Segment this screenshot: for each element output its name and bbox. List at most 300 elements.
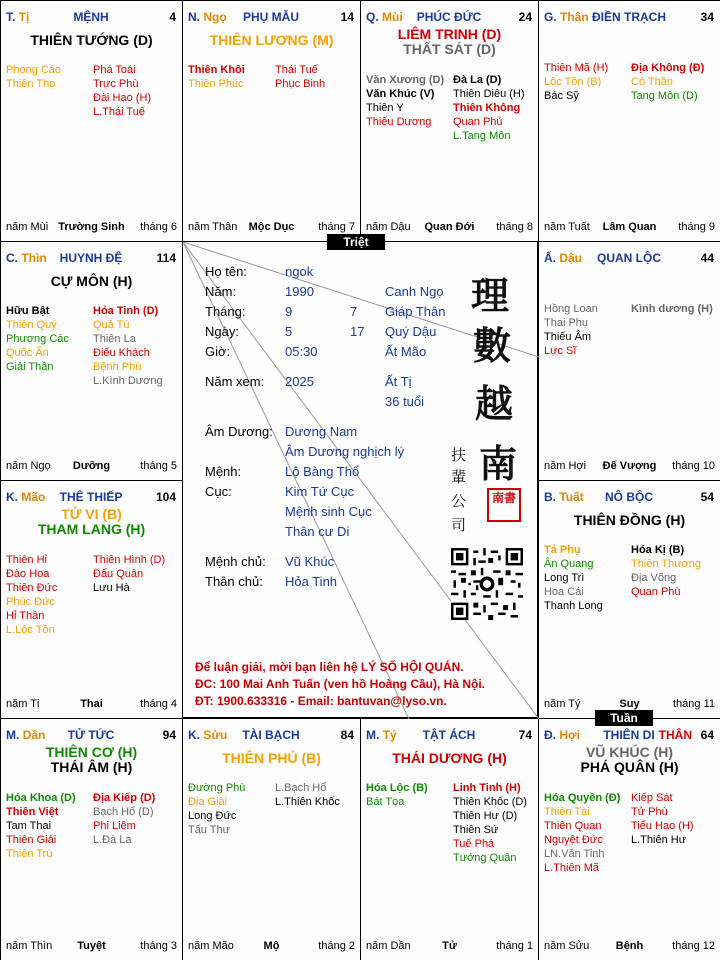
minor-star: Địa Võng — [631, 572, 677, 584]
branch-name: Ngọ — [203, 10, 227, 24]
cuc-value: Kim Tứ Cục — [285, 484, 355, 499]
main-stars — [539, 513, 720, 528]
branch-stem: B. — [544, 490, 556, 504]
right-stars — [631, 61, 704, 103]
thanchu-label: Thân chủ: — [205, 574, 263, 589]
minor-star: Tam Thai — [6, 820, 52, 832]
palace-title: THIÊN DI — [603, 728, 655, 742]
minor-star: Bát Tọa — [366, 796, 405, 808]
palace-ti[interactable] — [0, 0, 183, 242]
palace-number: 64 — [700, 728, 714, 742]
footer-year: năm Thìn — [6, 940, 53, 952]
footer-stage: Tuyệt — [77, 940, 106, 952]
palace-mui[interactable] — [360, 0, 539, 242]
left-stars — [6, 63, 61, 91]
side-char-2: 輩 — [451, 468, 467, 486]
year-canchi: Canh Ngọ — [385, 284, 444, 299]
footer-stage: Suy — [619, 698, 640, 710]
left-stars — [188, 63, 245, 91]
palace-ty[interactable] — [360, 718, 539, 960]
footer-month: tháng 4 — [140, 698, 177, 710]
footer-month: tháng 7 — [318, 221, 355, 233]
palace-number: 104 — [155, 490, 176, 504]
minor-star: Thiên Hỉ — [6, 554, 47, 566]
palace-than[interactable] — [538, 0, 720, 242]
footer-month: tháng 1 — [496, 940, 533, 952]
right-stars — [93, 63, 151, 119]
main-star: THIÊN TƯỚNG (D) — [30, 32, 153, 48]
minor-star: Thiên Sứ — [453, 824, 499, 836]
palace-ngo[interactable] — [182, 0, 361, 242]
branch-name: Thìn — [21, 251, 47, 265]
minor-star: L.Kình Dương — [93, 375, 163, 387]
palace-number: 114 — [156, 251, 176, 265]
red-seal-stamp: 南書 — [487, 488, 521, 522]
palace-title: MỆNH — [73, 10, 109, 24]
minor-star: Thiên Hình (D) — [93, 554, 166, 566]
main-stars — [361, 751, 538, 766]
day-lunar: 17 — [350, 324, 365, 339]
minor-star: Thiên Việt — [6, 806, 59, 818]
branch-stem: Ấ. — [544, 251, 556, 265]
minor-star: Bạch Hổ (D) — [93, 806, 154, 818]
contact-address: ĐC: 100 Mai Anh Tuấn (ven hồ Hoàng Cầu), Hà Nội. — [195, 677, 486, 691]
palace-branch — [188, 728, 227, 742]
minor-star: Hóa Kị (B) — [631, 544, 685, 556]
minor-star: Tiểu Hao (H) — [631, 820, 694, 832]
minor-star: Thanh Long — [544, 600, 603, 612]
minor-star: Hóa Lộc (B) — [366, 782, 428, 794]
month-canchi: Giáp Thân — [385, 304, 446, 319]
minor-star: Phong Cáo — [6, 64, 62, 76]
palace-branch — [366, 10, 403, 24]
left-stars — [544, 302, 598, 358]
minor-star: Thiên Khôi — [188, 64, 245, 76]
calligraphy-char-3: 越 — [475, 381, 514, 426]
main-star: THAM LANG (H) — [37, 521, 146, 537]
palace-branch — [6, 490, 45, 504]
branch-stem: K. — [6, 490, 18, 504]
minor-star: Địa Không (Đ) — [631, 62, 705, 74]
minor-star: Thiên Diêu (H) — [453, 88, 525, 100]
branch-stem: T. — [6, 10, 16, 24]
minor-star: Lực Sĩ — [544, 345, 577, 357]
minor-star: Thái Tuế — [275, 64, 318, 76]
palace-title: TẬT ÁCH — [422, 728, 476, 742]
branch-stem: C. — [6, 251, 18, 265]
palace-footer — [544, 458, 715, 472]
footer-year: năm Dần — [366, 940, 411, 952]
footer-year: năm Mùi — [6, 221, 49, 233]
footer-stage: Trường Sinh — [58, 221, 125, 233]
branch-stem: G. — [544, 10, 557, 24]
footer-stage: Đế Vượng — [602, 460, 657, 472]
hour-label: Giờ: — [205, 344, 231, 359]
left-stars — [366, 73, 444, 129]
day-canchi: Quý Dậu — [385, 324, 437, 339]
minor-star: Thiên Tài — [544, 806, 590, 818]
view-year-value: 2025 — [285, 374, 314, 389]
minor-star: Thiên Quý — [6, 319, 57, 331]
menhchu-value: Vũ Khúc — [285, 554, 335, 569]
minor-star: L.Đà La — [93, 834, 132, 846]
palace-number: 84 — [340, 728, 354, 742]
palace-number: 24 — [518, 10, 532, 24]
amduong-relation: Âm Dương nghịch lý — [285, 444, 405, 459]
footer-year: năm Hợi — [544, 460, 587, 472]
main-star: PHÁ QUÂN (H) — [580, 759, 679, 775]
day-label: Ngày: — [205, 324, 239, 339]
branch-name: Thân — [560, 10, 589, 24]
right-stars — [275, 781, 340, 809]
minor-star: Trực Phù — [93, 78, 139, 90]
palace-branch — [544, 10, 589, 24]
minor-star: L.Tang Môn — [453, 130, 511, 142]
palace-title: PHỤ MẪU — [243, 10, 299, 24]
center-info-panel — [182, 241, 538, 718]
main-stars — [361, 27, 538, 57]
calligraphy-char-4: 南 — [479, 441, 518, 486]
main-star: TỬ VI (B) — [61, 506, 122, 522]
palace-number: 14 — [340, 10, 354, 24]
minor-star: Hóa Khoa (D) — [6, 792, 76, 804]
minor-star: Thiên Đức — [6, 582, 58, 594]
minor-star: L.Thiên Hư — [631, 834, 687, 846]
minor-star: Hữu Bật — [6, 305, 50, 317]
footer-month: tháng 11 — [672, 698, 715, 710]
branch-name: Dần — [22, 728, 46, 742]
year-label: Năm: — [205, 284, 237, 299]
palace-title: ĐIỀN TRẠCH — [592, 10, 666, 24]
right-stars — [631, 302, 713, 316]
minor-star: Cô Thần — [631, 76, 673, 88]
minor-star: Hồng Loan — [544, 303, 598, 315]
minor-star: Địa Giải — [188, 796, 228, 808]
minor-star: Quả Tú — [93, 319, 130, 331]
side-char-3: 公 — [451, 492, 467, 510]
hour-canchi: Ất Mão — [385, 344, 427, 359]
palace-header — [6, 728, 176, 744]
palace-header — [366, 10, 532, 26]
palace-title: HUYNH ĐỆ — [59, 251, 123, 265]
branch-name: Tuất — [559, 490, 584, 504]
palace-mao[interactable] — [0, 480, 183, 719]
calligraphy-char-1: 理 — [471, 273, 510, 318]
footer-year: năm Tuất — [544, 221, 590, 233]
minor-star: Tử Phù — [631, 806, 668, 818]
branch-name: Mão — [21, 490, 46, 504]
palace-header — [544, 490, 714, 506]
footer-stage: Quan Đới — [424, 221, 475, 233]
footer-year: năm Dậu — [366, 221, 411, 233]
right-stars — [275, 63, 325, 91]
palace-dan[interactable] — [0, 718, 183, 960]
main-star: THIÊN PHỦ (B) — [222, 750, 321, 766]
minor-star: Thiên Trù — [6, 848, 53, 860]
main-star: THÁI DƯƠNG (H) — [392, 750, 507, 766]
thanchu-value: Hỏa Tinh — [285, 574, 338, 589]
main-star: THIÊN CƠ (H) — [45, 744, 138, 760]
menhchu-label: Mệnh chủ: — [205, 554, 266, 569]
cuc-label: Cục: — [205, 484, 232, 499]
minor-star: Thiên Mã (H) — [544, 62, 609, 74]
footer-year: năm Sửu — [544, 940, 590, 952]
branch-stem: Đ. — [544, 728, 556, 742]
minor-star: Đẩu Quân — [93, 568, 144, 580]
minor-star: Thiên Phúc — [188, 78, 244, 90]
day-solar: 5 — [285, 324, 293, 339]
branch-name: Tý — [382, 728, 397, 742]
side-char-4: 司 — [451, 516, 467, 534]
branch-stem: M. — [366, 728, 380, 742]
footer-stage: Bệnh — [615, 940, 644, 952]
main-star: THÁI ÂM (H) — [50, 759, 133, 775]
minor-star: Thiên Giải — [6, 834, 57, 846]
footer-year: năm Tý — [544, 698, 581, 710]
minor-star: Thai Phụ — [544, 317, 589, 329]
right-stars — [631, 543, 701, 599]
main-star: CỰ MÔN (H) — [50, 273, 133, 289]
palace-footer — [6, 696, 177, 710]
palace-title: TÀI BẠCH — [242, 728, 300, 742]
palace-branch — [544, 251, 582, 265]
than-cu: Thân cư Di — [285, 524, 350, 539]
name-label: Họ tên: — [205, 264, 247, 279]
minor-star: Kiếp Sát — [631, 792, 673, 804]
minor-star: Văn Khúc (V) — [366, 88, 435, 100]
palace-footer — [6, 458, 177, 472]
palace-number: 34 — [700, 10, 714, 24]
minor-star: Thiên Không — [453, 102, 521, 114]
footer-year: năm Thân — [188, 221, 238, 233]
palace-number: 94 — [162, 728, 176, 742]
palace-branch — [188, 10, 227, 24]
palace-header — [366, 728, 532, 744]
minor-star: Thiếu Âm — [544, 331, 592, 343]
left-stars — [6, 304, 69, 374]
left-stars — [544, 61, 608, 103]
minor-star: Quan Phủ — [453, 116, 503, 128]
footer-year: năm Tị — [6, 698, 40, 710]
menh-label: Mệnh: — [205, 464, 242, 479]
palace-title: QUAN LỘC — [597, 251, 661, 265]
minor-star: Thiếu Dương — [366, 116, 432, 128]
palace-hoi[interactable] — [538, 718, 720, 960]
footer-stage: Mộc Dục — [248, 221, 295, 233]
minor-star: Phục Binh — [275, 78, 326, 90]
minor-star: Hỉ Thần — [6, 610, 45, 622]
minor-star: Long Trì — [544, 572, 585, 584]
minor-star: Quan Phù — [631, 586, 681, 598]
minor-star: Phượng Các — [6, 333, 69, 345]
minor-star: Lộc Tồn (B) — [544, 76, 602, 88]
footer-stage: Dưỡng — [72, 460, 111, 472]
minor-star: Thiên Thương — [631, 558, 702, 570]
right-stars — [93, 304, 163, 388]
main-star: LIÊM TRINH (D) — [397, 26, 502, 42]
palace-footer — [544, 696, 715, 710]
footer-month: tháng 10 — [672, 460, 715, 472]
palace-thin[interactable] — [0, 241, 183, 481]
footer-year: năm Mão — [188, 940, 234, 952]
minor-star: Giải Thần — [6, 361, 54, 373]
footer-stage: Mộ — [263, 940, 280, 952]
minor-star: Đà La (D) — [453, 74, 502, 86]
minor-star: Hóa Quyền (Đ) — [544, 792, 621, 804]
year-value: 1990 — [285, 284, 314, 299]
than-tag: THÂN — [658, 728, 692, 742]
palace-dau[interactable] — [538, 241, 720, 481]
branch-stem: Q. — [366, 10, 379, 24]
minor-star: Bác Sỹ — [544, 90, 579, 102]
name-value: ngok — [285, 264, 314, 279]
qr-code-icon[interactable] — [451, 548, 523, 620]
right-stars — [453, 781, 527, 865]
minor-star: Tả Phụ — [544, 544, 581, 556]
minor-star: Thiên Hư (D) — [453, 810, 518, 822]
minor-star: Hoa Cái — [544, 586, 584, 598]
footer-month: tháng 8 — [496, 221, 533, 233]
main-star: THIÊN ĐỒNG (H) — [573, 512, 686, 528]
palace-title: NÔ BỘC — [605, 490, 653, 504]
palace-title: TỬ TỨC — [67, 728, 115, 742]
side-char-1: 扶 — [451, 446, 467, 464]
main-stars — [183, 751, 360, 766]
amduong-label: Âm Dương: — [205, 424, 273, 439]
palace-header — [6, 251, 176, 267]
cuc-relation: Mệnh sinh Cục — [285, 504, 372, 519]
palace-branch — [6, 10, 29, 24]
footer-stage: Tử — [442, 940, 457, 952]
minor-star: Phi Liêm — [93, 820, 136, 832]
calligraphy-char-2: 數 — [473, 323, 512, 368]
palace-suu[interactable] — [182, 718, 361, 960]
minor-star: Linh Tinh (H) — [453, 782, 521, 794]
right-stars — [93, 553, 165, 595]
footer-month: tháng 2 — [318, 940, 355, 952]
main-stars — [183, 33, 360, 48]
footer-month: tháng 9 — [678, 221, 715, 233]
palace-branch — [544, 728, 580, 742]
palace-footer — [544, 219, 715, 233]
minor-star: Tướng Quân — [453, 852, 517, 864]
minor-star: Thiên La — [93, 333, 136, 345]
view-year-canchi: Ất Tị — [385, 374, 412, 389]
minor-star: Địa Kiếp (D) — [93, 792, 156, 804]
contact-line-1: Để luận giải, mời bạn liên hệ LÝ SỐ HỘI QUÁN. — [195, 660, 464, 674]
palace-header — [6, 490, 176, 506]
month-label: Tháng: — [205, 304, 246, 319]
right-stars — [93, 791, 155, 847]
minor-star: Tang Môn (D) — [631, 90, 698, 102]
minor-star: Thiên Quan — [544, 820, 602, 832]
minor-star: Phúc Đức — [6, 596, 55, 608]
branch-name: Dậu — [559, 251, 583, 265]
month-solar: 9 — [285, 304, 293, 319]
footer-year: năm Ngọ — [6, 460, 51, 472]
view-year-label: Năm xem: — [205, 374, 265, 389]
palace-branch — [6, 728, 45, 742]
main-star: VŨ KHÚC (H) — [585, 744, 674, 760]
minor-star: Bệnh Phù — [93, 361, 142, 373]
minor-star: Tấu Thư — [188, 824, 231, 836]
contact-phone-email[interactable]: ĐT: 1900.633316 - Email: bantuvan@lyso.vn. — [195, 694, 447, 708]
palace-footer — [6, 219, 177, 233]
main-star: THẤT SÁT (D) — [403, 41, 496, 57]
minor-star: L.Thái Tuế — [93, 106, 145, 118]
month-lunar: 7 — [350, 304, 358, 319]
main-stars — [1, 507, 182, 537]
main-stars — [1, 745, 182, 775]
palace-header — [544, 10, 714, 26]
minor-star: Phá Toái — [93, 64, 136, 76]
minor-star: Hỏa Tinh (D) — [93, 305, 159, 317]
minor-star: Điếu Khách — [93, 347, 150, 359]
palace-title: PHÚC ĐỨC — [416, 10, 482, 24]
palace-footer — [188, 219, 355, 233]
branch-name: Tị — [18, 10, 30, 24]
age-value: 36 tuổi — [385, 394, 425, 409]
minor-star: L.Bạch Hổ — [275, 782, 327, 794]
branch-name: Hợi — [559, 728, 580, 742]
branch-name: Sửu — [203, 728, 228, 742]
minor-star: Thiên Thọ — [6, 78, 56, 90]
left-stars — [366, 781, 428, 809]
minor-star: L.Thiên Mã — [544, 862, 600, 874]
minor-star: Quốc Ấn — [6, 347, 49, 359]
main-stars — [539, 745, 720, 775]
minor-star: Văn Xương (D) — [366, 74, 445, 86]
right-stars — [453, 73, 525, 143]
left-stars — [544, 543, 603, 613]
palace-tuat[interactable] — [538, 480, 720, 719]
footer-stage: Thai — [80, 698, 103, 710]
minor-star: Tuế Phá — [453, 838, 495, 850]
main-stars — [1, 274, 182, 289]
palace-header — [188, 728, 354, 744]
branch-stem: K. — [188, 728, 200, 742]
footer-month: tháng 3 — [140, 940, 177, 952]
palace-header — [188, 10, 354, 26]
minor-star: Ân Quang — [544, 558, 594, 570]
branch-name: Mùi — [382, 10, 403, 24]
minor-star: Nguyệt Đức — [544, 834, 603, 846]
minor-star: Thiên Khốc (D) — [453, 796, 527, 808]
palace-footer — [366, 938, 533, 952]
palace-title: THÊ THIẾP — [59, 490, 123, 504]
palace-number: 74 — [518, 728, 532, 742]
minor-star: Kình dương (H) — [631, 303, 713, 315]
left-stars — [6, 553, 57, 637]
footer-stage: Lâm Quan — [602, 221, 657, 233]
triet-marker: Triệt — [327, 234, 385, 250]
minor-star: Thiên Y — [366, 102, 404, 114]
palace-branch — [6, 251, 47, 265]
footer-month: tháng 6 — [140, 221, 177, 233]
minor-star: Đào Hoa — [6, 568, 50, 580]
branch-stem: N. — [188, 10, 200, 24]
palace-number: 4 — [169, 10, 176, 24]
palace-footer — [6, 938, 177, 952]
palace-header — [544, 251, 714, 267]
palace-branch — [544, 490, 584, 504]
branch-stem: M. — [6, 728, 20, 742]
amduong-value: Dương Nam — [285, 424, 358, 439]
minor-star: Long Đức — [188, 810, 237, 822]
palace-branch — [366, 728, 397, 742]
palace-header — [544, 728, 714, 744]
main-stars — [1, 33, 182, 48]
